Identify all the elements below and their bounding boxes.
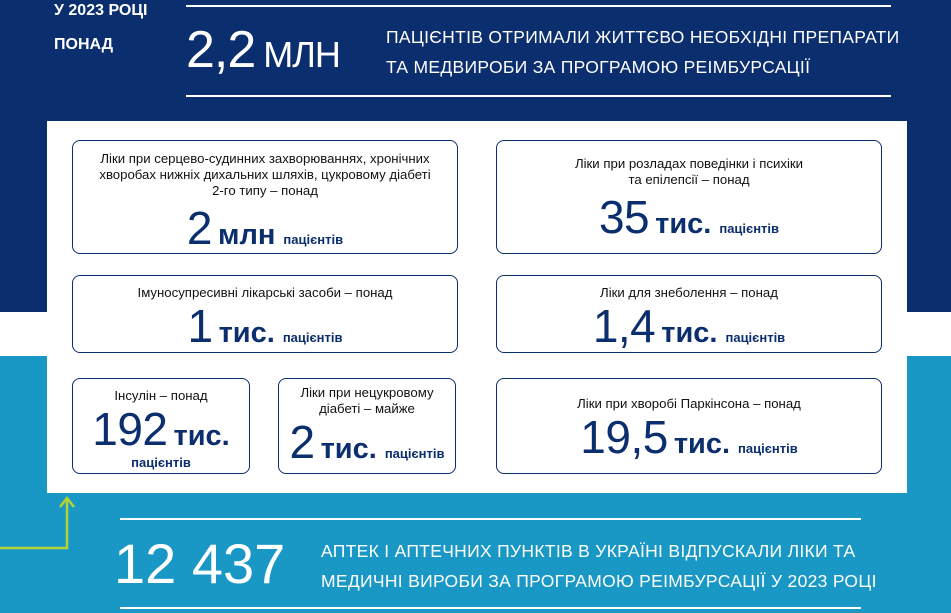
card-unit: тис. (218, 317, 275, 349)
card-title: Ліки при серцево-судинних захворюваннях, хронічних хворобах нижніх дихальних шляхів, цукровому діабеті 2-го типу – понад (99, 151, 431, 198)
top-divider-lower (186, 95, 891, 97)
over-label: ПОНАД (54, 36, 114, 53)
card-figure (73, 403, 249, 470)
card-value: 192 (92, 403, 168, 455)
card-patients-label: пацієнтів (131, 455, 191, 470)
card-unit: тис. (655, 208, 712, 240)
card-title: Ліки при нецукровому діабеті – майже (300, 385, 434, 416)
card-figure (73, 202, 457, 254)
card-diabetes-insipidus (278, 378, 456, 474)
card-cardiovascular (72, 140, 458, 254)
card-unit: млн (218, 219, 276, 251)
bottom-divider-lower (120, 607, 861, 609)
card-patients-label: пацієнтів (283, 232, 344, 247)
card-value: 1,4 (592, 300, 656, 352)
card-unit: тис. (661, 317, 718, 349)
card-unit: тис. (173, 420, 230, 452)
card-mental-disorders (496, 140, 882, 254)
total-patients-value: 2,2 (186, 21, 256, 79)
card-figure (73, 300, 457, 352)
card-title: Ліки при розладах поведінки і психіки та епілепсії – понад (574, 156, 804, 187)
total-patients-unit: МЛН (263, 34, 340, 75)
card-title: Імуносупресивні лікарські засоби – понад (137, 285, 393, 300)
card-immunosuppressants (72, 275, 458, 353)
card-title: Ліки при хворобі Паркінсона – понад (577, 396, 801, 411)
description-line: ТА МЕДВИРОБИ ЗА ПРОГРАМОЮ РЕІМБУРСАЦІЇ (386, 57, 811, 77)
card-patients-label: пацієнтів (719, 221, 780, 236)
card-patients-label: пацієнтів (725, 330, 786, 345)
description-line: АПТЕК І АПТЕЧНИХ ПУНКТІВ В УКРАЇНІ ВІДПУСКАЛИ ЛІКИ ТА (321, 541, 856, 561)
card-patients-label: пацієнтів (282, 330, 343, 345)
card-unit: тис. (320, 433, 377, 465)
card-title: Інсулін – понад (114, 388, 208, 403)
card-pain-relief (496, 275, 882, 353)
card-insulin (72, 378, 250, 474)
card-value: 1 (187, 300, 213, 352)
description-line: ПАЦІЄНТІВ ОТРИМАЛИ ЖИТТЄВО НЕОБХІДНІ ПРЕПАРАТИ (386, 27, 900, 47)
top-divider-upper (186, 5, 891, 7)
total-patients-figure (186, 21, 340, 79)
card-figure (497, 191, 881, 243)
arrow-up-icon (0, 490, 80, 554)
card-value: 35 (598, 191, 650, 243)
card-figure (497, 411, 881, 463)
card-figure (279, 416, 455, 468)
card-parkinsons (496, 378, 882, 474)
card-value: 19,5 (580, 411, 668, 463)
pharmacies-count: 12 437 (114, 532, 286, 595)
card-title: Ліки для знеболення – понад (600, 285, 778, 300)
card-patients-label: пацієнтів (738, 441, 798, 456)
year-label: У 2023 РОЦІ (54, 2, 148, 19)
card-value: 2 (186, 202, 212, 254)
card-value: 2 (289, 416, 315, 468)
pharmacies-description (321, 536, 901, 596)
card-figure (497, 300, 881, 352)
card-patients-label: пацієнтів (384, 446, 445, 461)
description-line: МЕДИЧНІ ВИРОБИ ЗА ПРОГРАМОЮ РЕІМБУРСАЦІЇ У 2023 РОЦІ (321, 571, 877, 591)
card-unit: тис. (673, 428, 731, 460)
total-patients-description (386, 22, 906, 82)
bottom-divider-upper (120, 518, 861, 520)
